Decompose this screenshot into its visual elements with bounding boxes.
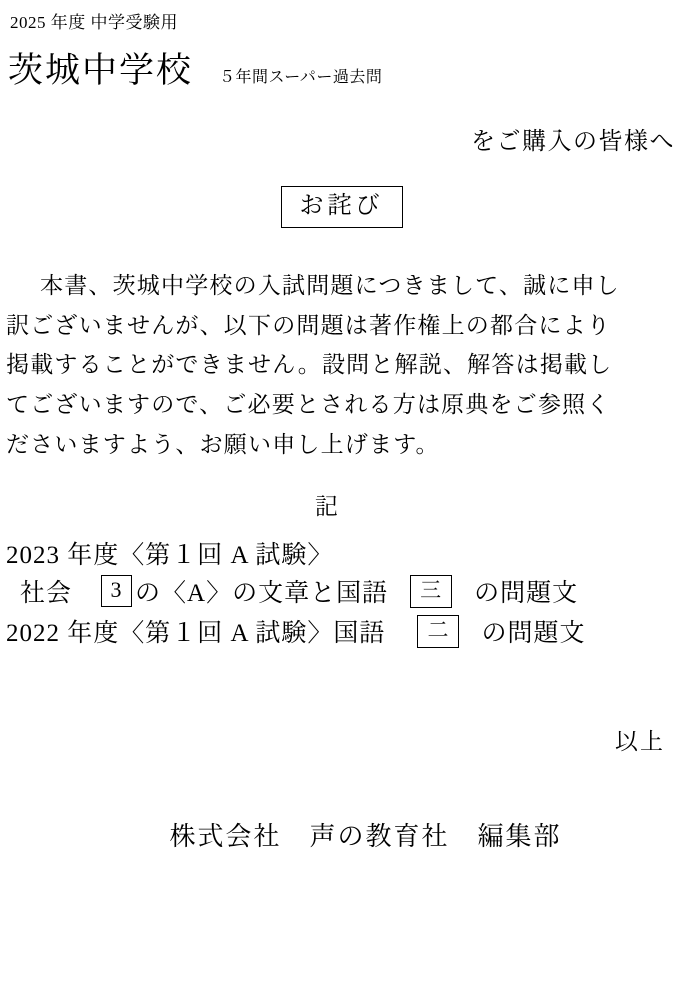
item-heading-2023: 2023 年度〈第１回 A 試験〉 <box>6 542 334 570</box>
apology-title-box: お詫び <box>281 186 403 228</box>
item-tail-text: の問題文 <box>481 620 586 648</box>
item-subject-label: 2022 年度〈第１回 A 試験〉国語 <box>6 620 386 648</box>
question-number-box: 3 <box>101 575 132 607</box>
excluded-items-list <box>6 535 677 649</box>
body-line: ださいますよう、お願い申し上げます。 <box>6 431 440 457</box>
document-page <box>0 8 683 1008</box>
purchaser-line: をご購入の皆様へ <box>471 129 675 155</box>
item-middle-text: の〈A〉の文章と国語 <box>135 580 389 608</box>
body-line: てございますので、ご必要とされる方は原典をご参照く <box>6 392 611 418</box>
item-tail-text: の問題文 <box>474 580 579 608</box>
series-name: ５年間スーパー過去問 <box>219 69 383 86</box>
list-item <box>6 613 677 649</box>
body-line: 本書、茨城中学校の入試問題につきまして、誠に申し <box>40 273 620 299</box>
school-name: 茨城中学校 <box>8 51 194 90</box>
school-heading <box>8 43 677 93</box>
body-line: 訳ございませんが、以下の問題は著作権上の都合により <box>6 312 611 338</box>
apology-title-wrap <box>6 186 677 228</box>
closing-label: 以上 <box>615 729 665 755</box>
apology-body-text <box>6 266 677 464</box>
body-line: 掲載することができません。設問と解説、解答は掲載し <box>6 352 613 378</box>
publisher-label: 株式会社 声の教育社 編集部 <box>169 822 562 852</box>
notice-marker: 記 <box>315 494 340 520</box>
exam-year-label: 2025 年度 中学受験用 <box>10 13 178 32</box>
question-kanji-box: 二 <box>417 615 459 648</box>
item-subject-label: 社会 <box>20 580 73 608</box>
question-kanji-box: 三 <box>410 575 452 608</box>
list-item <box>6 573 677 609</box>
